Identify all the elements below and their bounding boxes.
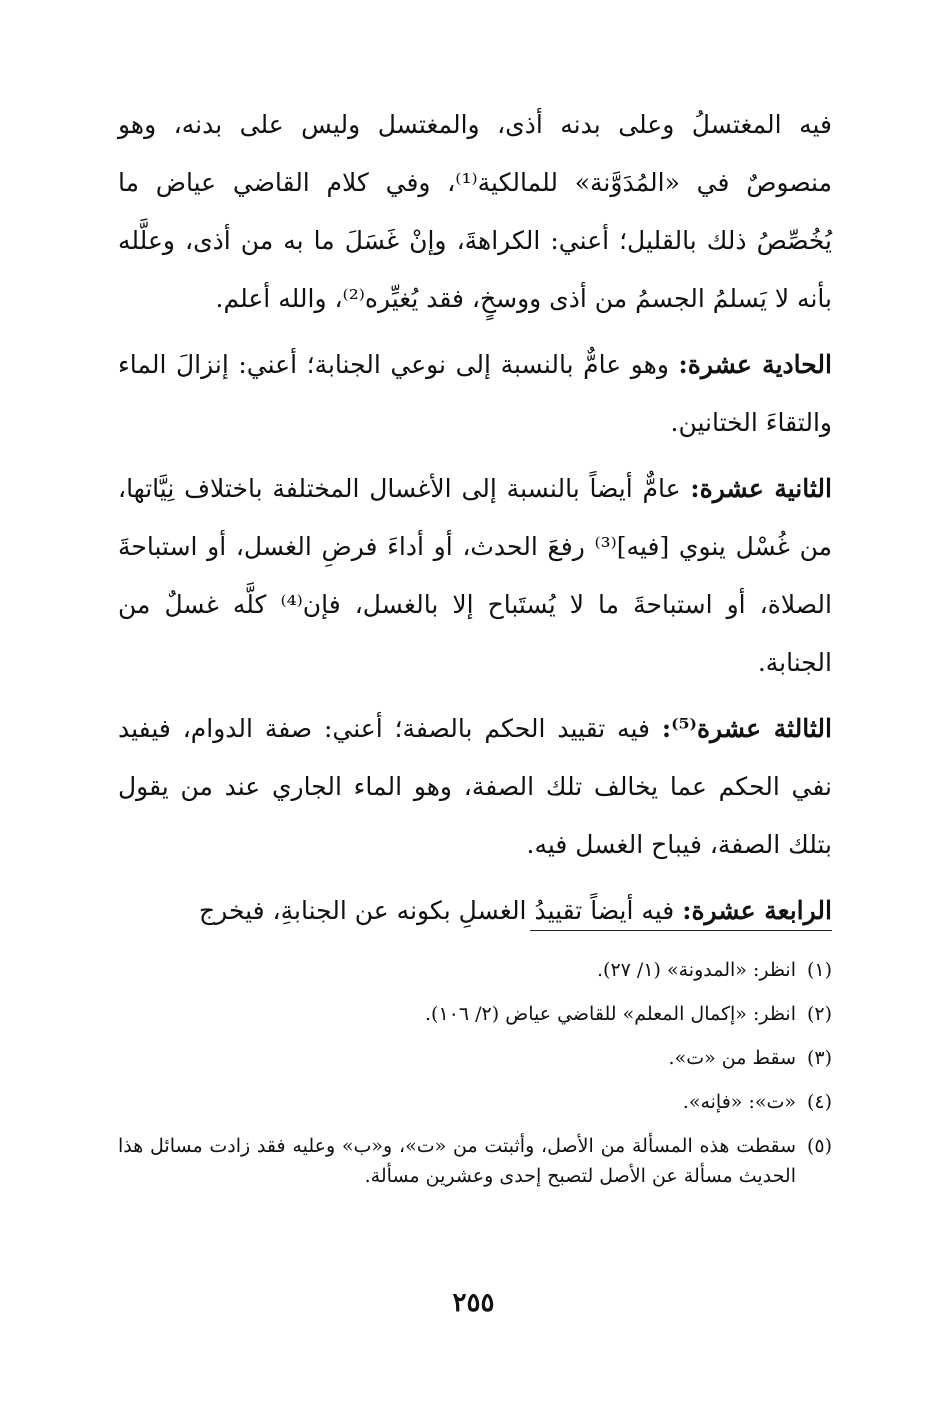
footnote-number: (٣)	[806, 1047, 832, 1069]
page-number: ٢٥٥	[452, 1288, 495, 1318]
paragraph-body: عامٌّ أيضاً بالنسبة إلى الأغسال المختلفة باختلاف نِيَّاتها، من غُسْل ينوي [فيه]⁽³⁾ رفعَ الحدث، أو أداءَ فرضِ الغسل، أو استباحةَ الصلاة، أو استباحةَ ما لا يُستَباح إلا بالغسل، فإن⁽⁴⁾ كلَّه غسلٌ من الجنابة.	[118, 474, 832, 677]
footnote-number: (٤)	[806, 1091, 832, 1113]
footnote-text: انظر: «المدونة» (١/ ٢٧).	[596, 959, 796, 981]
paragraph-heading: الثانية عشرة:	[690, 474, 832, 503]
footnote	[118, 1080, 832, 1124]
paragraph-heading: الثالثة عشرة⁽⁵⁾:	[661, 714, 832, 743]
paragraph-body: فيه المغتسلُ وعلى بدنه أذى، والمغتسل وليس على بدنه، وهو منصوصٌ في «المُدَوَّنة» للمالكية⁽¹⁾، وفي كلام القاضي عياض ما يُخُصِّصُ ذلك بالقليل؛ أعني: الكراهةَ، وإنْ غَسَلَ ما به من أذى، وعلَّله بأنه لا يَسلمُ الجسمُ من أذى ووسخٍ، فقد يُغيِّره⁽²⁾، والله أعلم.	[118, 110, 832, 313]
paragraph-eleventh	[118, 336, 832, 452]
footnote-text: سقط من «ت».	[668, 1047, 796, 1069]
footnote-text: انظر: «إكمال المعلم» للقاضي عياض (٢/ ١٠٦).	[425, 1003, 796, 1025]
footnote	[118, 1124, 832, 1191]
footnote-number: (٢)	[806, 1003, 832, 1025]
paragraph-heading: الحادية عشرة:	[678, 350, 832, 379]
footnote-number: (١)	[806, 959, 832, 981]
footnote	[118, 948, 832, 992]
footnote-divider	[530, 930, 832, 931]
footnote	[118, 992, 832, 1036]
paragraph-thirteenth	[118, 700, 832, 874]
paragraph-body: وهو عامٌّ بالنسبة إلى نوعي الجنابة؛ أعني: إنزالَ الماء والتقاءَ الختانين.	[118, 350, 832, 437]
footnotes	[118, 948, 832, 1191]
main-text	[118, 96, 832, 948]
footnote-text: «ت»: «فإنه».	[682, 1091, 796, 1113]
footnote	[118, 1036, 832, 1080]
paragraph-fourteenth	[118, 882, 832, 940]
paragraph-twelfth	[118, 460, 832, 692]
paragraph-body: فيه تقييد الحكم بالصفة؛ أعني: صفة الدوام، فيفيد نفي الحكم عما يخالف تلك الصفة، وهو الماء الجاري عند من يقول بتلك الصفة، فيباح الغسل فيه.	[118, 714, 832, 859]
paragraph-body: فيه أيضاً تقييدُ الغسلِ بكونه عن الجنابةِ، فيخرج	[199, 896, 683, 925]
footnote-text: سقطت هذه المسألة من الأصل، وأثبتت من «ت»، و«ب» وعليه فقد زادت مسائل هذا الحديث مسألة عن الأصل لتصبح إحدى وعشرين مسألة.	[118, 1135, 796, 1187]
paragraph-continuation	[118, 96, 832, 328]
footnote-number: (٥)	[806, 1135, 832, 1157]
paragraph-heading: الرابعة عشرة:	[682, 896, 832, 925]
